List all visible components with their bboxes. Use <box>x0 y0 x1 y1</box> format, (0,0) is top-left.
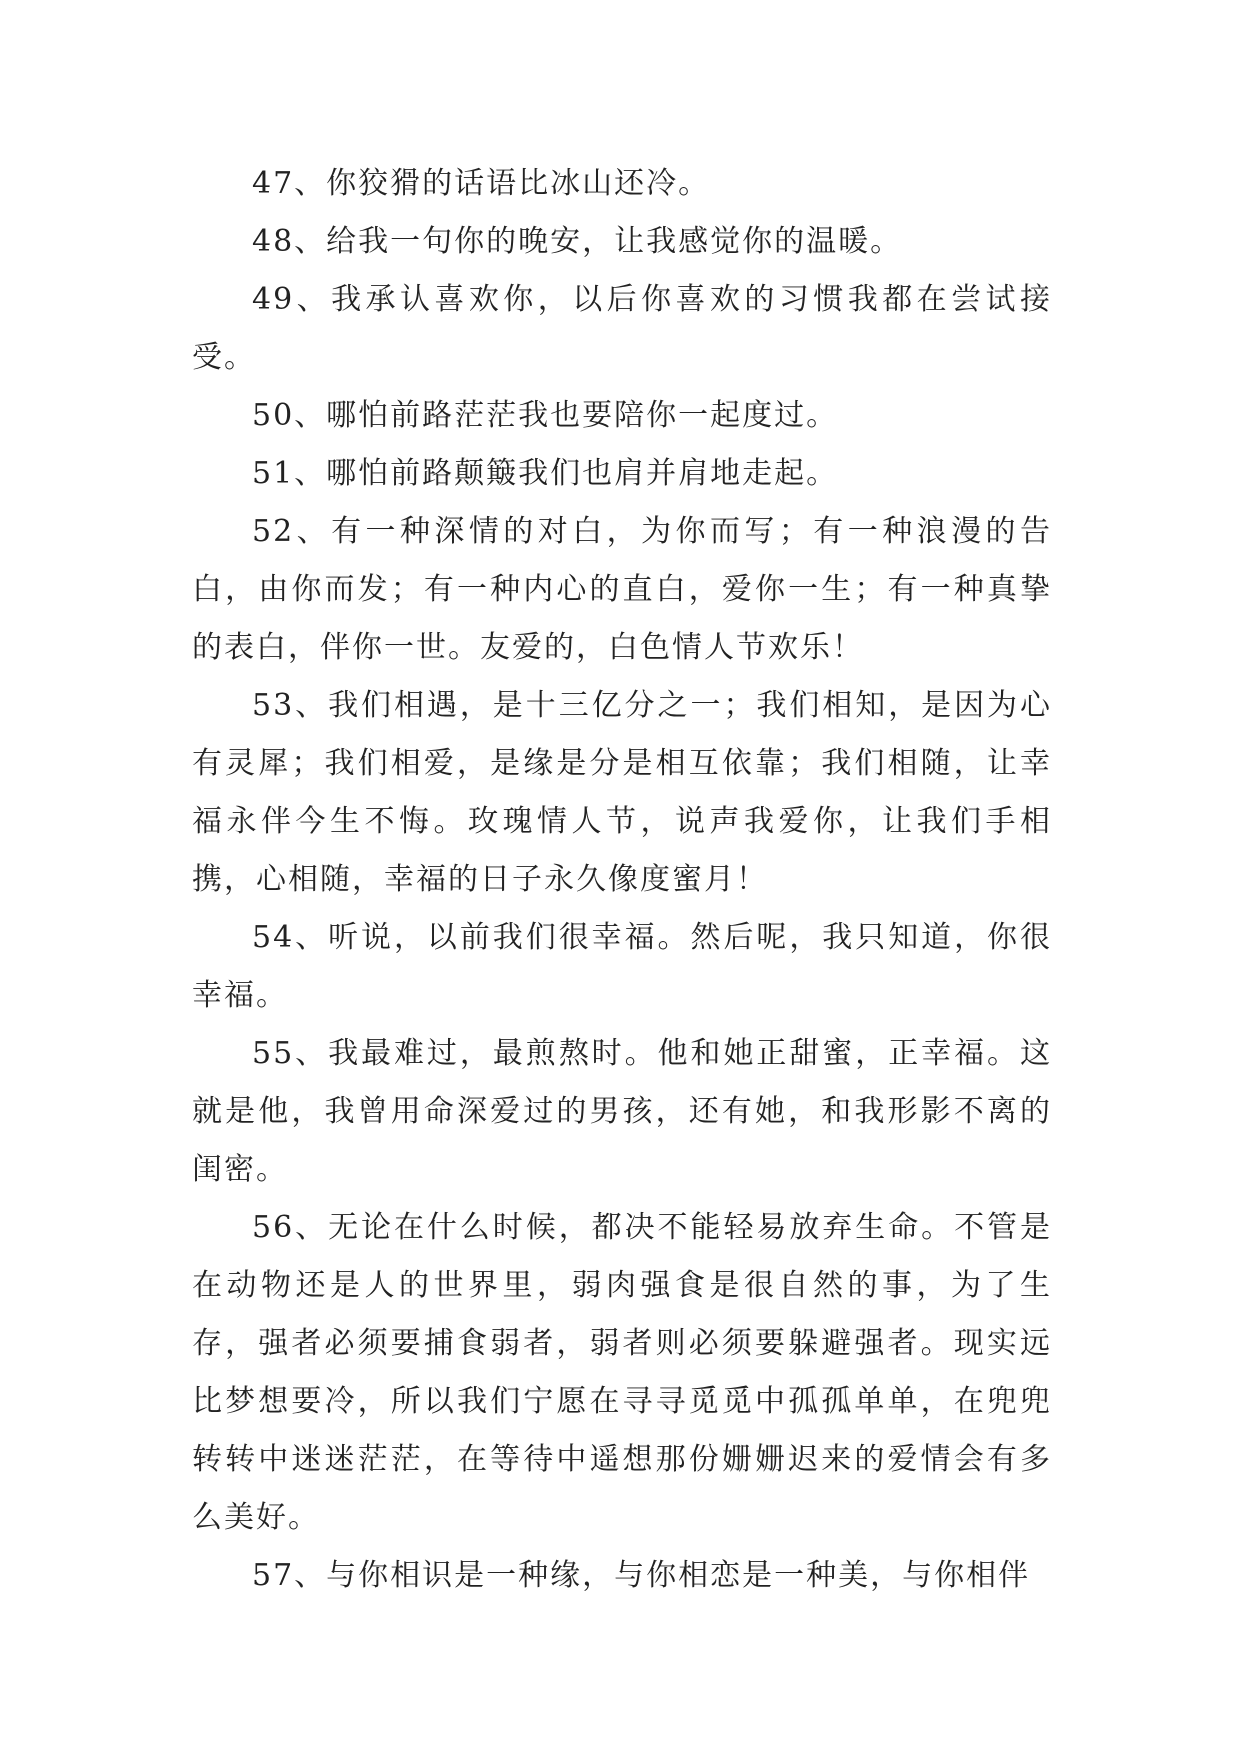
document-body <box>192 155 1052 1605</box>
paragraph-50: 50、哪怕前路茫茫我也要陪你一起度过。 <box>252 398 839 433</box>
paragraph-47: 47、你狡猾的话语比冰山还冷。 <box>252 166 711 201</box>
paragraph-48: 48、给我一句你的晚安，让我感觉你的温暖。 <box>252 224 903 259</box>
paragraph-49: 49、我承认喜欢你，以后你喜欢的习惯我都在尝试接受。 <box>192 282 1052 375</box>
paragraph-51: 51、哪怕前路颠簸我们也肩并肩地走起。 <box>252 456 839 491</box>
paragraph-55: 55、我最难过，最煎熬时。他和她正甜蜜，正幸福。这就是他，我曾用命深爱过的男孩，还有她，和我形影不离的闺密。 <box>192 1036 1052 1187</box>
paragraph-56: 56、无论在什么时候，都决不能轻易放弃生命。不管是在动物还是人的世界里，弱肉强食是很自然的事，为了生存，强者必须要捕食弱者，弱者则必须要躲避强者。现实远比梦想要冷，所以我们宁愿在寻寻觅觅中孤孤单单，在兜兜转转中迷迷茫茫，在等待中遥想那份姗姗迟来的爱情会有多么美好。 <box>192 1210 1052 1535</box>
paragraph-52: 52、有一种深情的对白，为你而写；有一种浪漫的告白，由你而发；有一种内心的直白，爱你一生；有一种真挚的表白，伴你一世。友爱的，白色情人节欢乐！ <box>192 514 1052 665</box>
paragraph-57: 57、与你相识是一种缘，与你相恋是一种美，与你相伴 <box>252 1558 1031 1593</box>
paragraph-54: 54、听说，以前我们很幸福。然后呢，我只知道，你很幸福。 <box>192 920 1052 1013</box>
paragraph-53: 53、我们相遇，是十三亿分之一；我们相知，是因为心有灵犀；我们相爱，是缘是分是相互依靠；我们相随，让幸福永伴今生不悔。玫瑰情人节，说声我爱你，让我们手相携，心相随，幸福的日子永久像度蜜月！ <box>192 688 1052 897</box>
